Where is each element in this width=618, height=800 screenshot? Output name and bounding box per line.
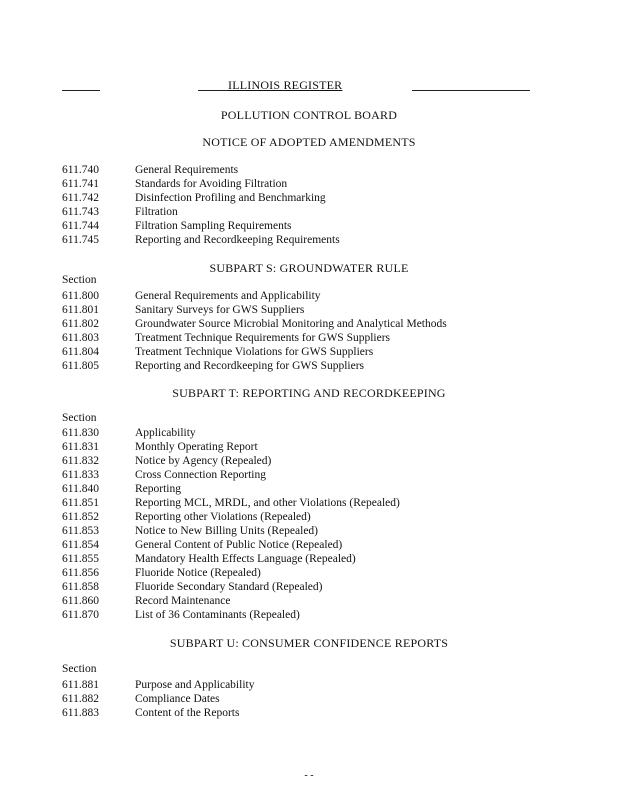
section-title: Cross Connection Reporting	[135, 469, 266, 481]
section-number: 611.840	[62, 483, 99, 495]
section-number: 611.740	[62, 164, 99, 176]
subpart-u-heading: SUBPART U: CONSUMER CONFIDENCE REPORTS	[169, 636, 449, 650]
section-label: Section	[62, 274, 97, 286]
section-number: 611.742	[62, 192, 99, 204]
section-title: Mandatory Health Effects Language (Repealed)	[135, 553, 356, 565]
section-label: Section	[62, 412, 97, 424]
list-item	[62, 468, 266, 482]
list-item	[62, 205, 178, 219]
section-label: Section	[62, 663, 97, 675]
section-title: Disinfection Profiling and Benchmarking	[135, 192, 326, 204]
list-item	[62, 594, 230, 608]
section-title: Compliance Dates	[135, 693, 220, 705]
header-rule-left	[62, 90, 100, 91]
list-item	[62, 440, 258, 454]
section-number: 611.805	[62, 360, 99, 372]
section-number: 611.851	[62, 497, 99, 509]
section-title: Filtration	[135, 206, 178, 218]
list-item	[62, 524, 318, 538]
section-number: 611.743	[62, 206, 99, 218]
agency-name: POLLUTION CONTROL BOARD	[220, 108, 398, 122]
list-item	[62, 692, 220, 706]
list-item	[62, 552, 356, 566]
list-item	[62, 289, 321, 303]
section-number: 611.870	[62, 609, 99, 621]
section-number: 611.858	[62, 581, 99, 593]
section-number: 611.882	[62, 693, 99, 705]
section-number: 611.833	[62, 469, 99, 481]
list-item	[62, 482, 181, 496]
list-item	[62, 191, 326, 205]
section-title: Reporting and Recordkeeping Requirements	[135, 234, 340, 246]
section-title: Treatment Technique Requirements for GWS Suppliers	[135, 332, 391, 344]
section-number: 611.856	[62, 567, 99, 579]
section-title: Fluoride Secondary Standard (Repealed)	[135, 581, 323, 593]
section-number: 611.881	[62, 679, 99, 691]
section-title: Treatment Technique Violations for GWS Suppliers	[135, 346, 374, 358]
list-item	[62, 678, 254, 692]
header-rule-right	[412, 90, 530, 91]
section-number: 611.852	[62, 511, 99, 523]
section-number: 611.883	[62, 707, 99, 719]
list-item	[62, 706, 239, 720]
list-item	[62, 566, 261, 580]
list-item	[62, 219, 292, 233]
list-item	[62, 608, 300, 622]
section-number: 611.800	[62, 290, 99, 302]
list-item	[62, 426, 196, 440]
section-title: Notice by Agency (Repealed)	[135, 455, 272, 467]
section-number: 611.853	[62, 525, 99, 537]
section-title: Filtration Sampling Requirements	[135, 220, 292, 232]
section-number: 611.832	[62, 455, 99, 467]
section-title: Applicability	[135, 427, 196, 439]
notice-title: NOTICE OF ADOPTED AMENDMENTS	[202, 135, 416, 149]
list-item	[62, 177, 287, 191]
section-number: 611.855	[62, 553, 99, 565]
section-title: Reporting other Violations (Repealed)	[135, 511, 311, 523]
list-item	[62, 331, 390, 345]
section-title: Reporting MCL, MRDL, and other Violations (Repealed)	[135, 497, 400, 509]
section-number: 611.830	[62, 427, 99, 439]
section-title: General Content of Public Notice (Repealed)	[135, 539, 343, 551]
section-title: Record Maintenance	[135, 595, 231, 607]
section-title: Purpose and Applicability	[135, 679, 255, 691]
section-number: 611.744	[62, 220, 99, 232]
section-title: General Requirements	[135, 164, 239, 176]
section-number: 611.854	[62, 539, 99, 551]
register-title: ILLINOIS REGISTER	[228, 78, 343, 92]
section-title: General Requirements and Applicability	[135, 290, 321, 302]
section-title: List of 36 Contaminants (Repealed)	[135, 609, 300, 621]
list-item	[62, 580, 322, 594]
list-item	[62, 303, 304, 317]
list-item	[62, 496, 400, 510]
list-item	[62, 359, 364, 373]
section-number: 611.860	[62, 595, 99, 607]
section-title: Monthly Operating Report	[135, 441, 258, 453]
list-item	[62, 163, 238, 177]
list-item	[62, 317, 447, 331]
list-item	[62, 233, 340, 247]
section-number: 611.741	[62, 178, 99, 190]
header-rule-mid	[198, 90, 228, 91]
list-item	[62, 345, 373, 359]
section-title: Sanitary Surveys for GWS Suppliers	[135, 304, 305, 316]
section-title: Groundwater Source Microbial Monitoring and Analytical Methods	[135, 318, 447, 330]
section-number: 611.803	[62, 332, 99, 344]
section-number: 611.801	[62, 304, 99, 316]
section-title: Fluoride Notice (Repealed)	[135, 567, 261, 579]
list-item	[62, 510, 311, 524]
subpart-s-heading: SUBPART S: GROUNDWATER RULE	[209, 261, 409, 275]
list-item	[62, 538, 342, 552]
subpart-t-heading: SUBPART T: REPORTING AND RECORDKEEPING	[172, 386, 446, 400]
section-title: Standards for Avoiding Filtration	[135, 178, 288, 190]
list-item	[62, 454, 271, 468]
section-title: Reporting	[135, 483, 181, 495]
section-title: Reporting and Recordkeeping for GWS Suppliers	[135, 360, 364, 372]
section-title: Notice to New Billing Units (Repealed)	[135, 525, 319, 537]
page-footer: - -	[304, 770, 314, 781]
section-number: 611.802	[62, 318, 99, 330]
section-number: 611.804	[62, 346, 99, 358]
section-number: 611.745	[62, 234, 99, 246]
section-number: 611.831	[62, 441, 99, 453]
section-title: Content of the Reports	[135, 707, 240, 719]
